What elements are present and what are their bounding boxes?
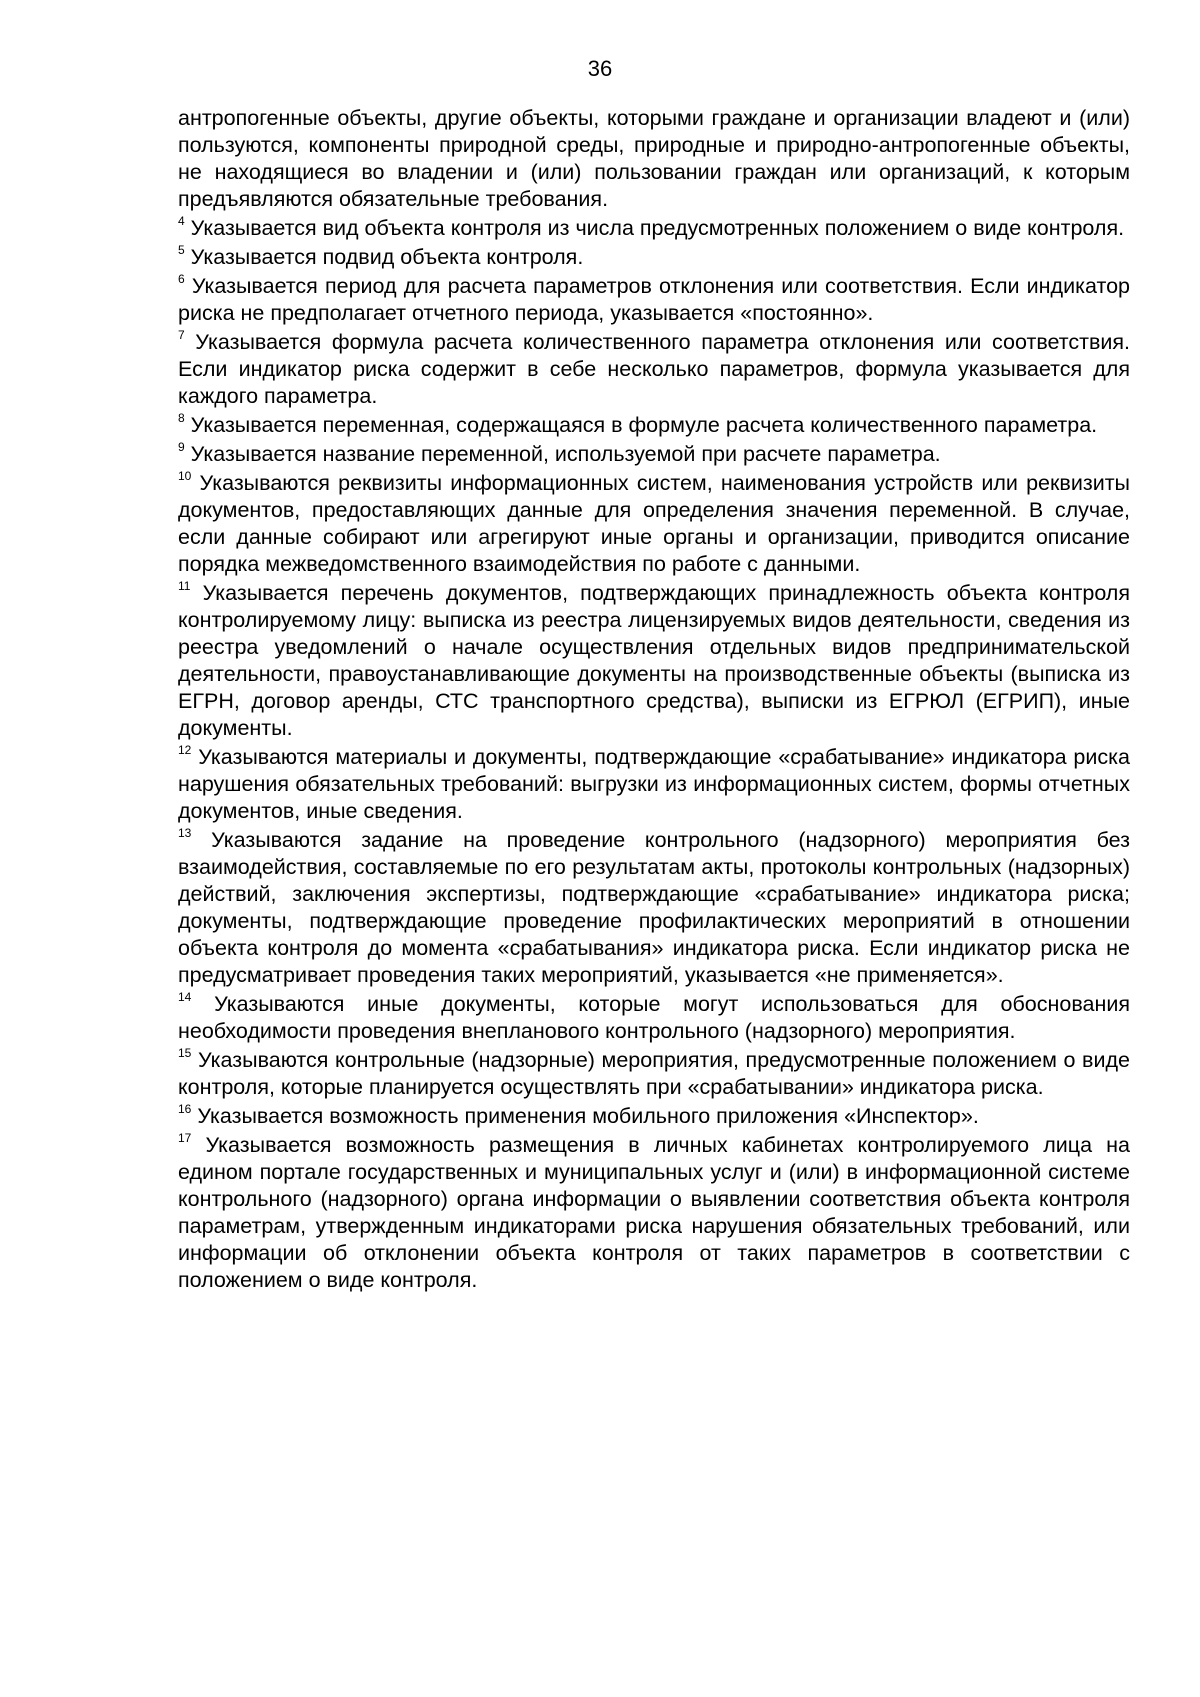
footnote-4 — [178, 215, 1130, 242]
footnote-text: Указывается подвид объекта контроля. — [184, 245, 584, 269]
footnote-7 — [178, 329, 1130, 410]
page-number: 36 — [587, 56, 613, 81]
footnote-text: Указываются иные документы, которые могут использоваться для обоснования необходимости проведения внепланового контрольного (надзорного) мероприятия. — [178, 992, 1130, 1043]
footnote-marker: 5 — [178, 242, 185, 257]
footnote-marker: 10 — [178, 468, 192, 483]
footnote-marker: 7 — [178, 327, 185, 342]
footnote-marker: 16 — [178, 1101, 192, 1116]
footnote-6 — [178, 273, 1130, 327]
footnote-text: Указываются материалы и документы, подтверждающие «срабатывание» индикатора риска нарушения обязательных требований: выгрузки из информационных систем, формы отчетных документов, иные сведения. — [178, 745, 1130, 823]
footnote-text: Указывается название переменной, используемой при расчете параметра. — [184, 442, 941, 466]
footnote-marker: 9 — [178, 439, 185, 454]
footnote-marker: 6 — [178, 271, 185, 286]
footnote-16 — [178, 1103, 1130, 1130]
footnote-5 — [178, 244, 1130, 271]
footnote-marker: 14 — [178, 989, 192, 1004]
footnote-15 — [178, 1047, 1130, 1101]
footnote-text: Указывается формула расчета количественного параметра отклонения или соответствия. Если индикатор риска содержит в себе несколько параметров, формула указывается для каждого параметра. — [178, 330, 1130, 408]
footnote-marker: 4 — [178, 213, 185, 228]
footnote-text: Указываются контрольные (надзорные) мероприятия, предусмотренные положением о виде контроля, которые планируется осуществлять при «срабатывании» индикатора риска. — [178, 1048, 1130, 1099]
footnote-text: Указывается перечень документов, подтверждающих принадлежность объекта контроля контролируемому лицу: выписка из реестра лицензируемых видов деятельности, сведения из реестра уведомлений о начале осуществления отдельных видов предпринимательской деятельности, правоустанавливающие документы на производственные объекты (выписка из ЕГРН, договор аренды, СТС транспортного средства), выписки из ЕГРЮЛ (ЕГРИП), иные документы. — [178, 581, 1130, 740]
footnote-11 — [178, 580, 1130, 742]
footnote-text: антропогенные объекты, другие объекты, которыми граждане и организации владеют и (или) пользуются, компоненты природной среды, природные и природно-антропогенные объекты, не находящиеся во владении и (или) пользовании граждан или организаций, к которым предъявляются обязательные требования. — [178, 106, 1130, 211]
footnote-continuation — [178, 105, 1130, 213]
footnote-text: Указывается переменная, содержащаяся в формуле расчета количественного параметра. — [184, 413, 1098, 437]
footnote-text: Указывается период для расчета параметров отклонения или соответствия. Если индикатор риска не предполагает отчетного периода, указывается «постоянно». — [178, 274, 1130, 325]
footnote-marker: 12 — [178, 742, 192, 757]
footnote-marker: 13 — [178, 825, 192, 840]
footnote-marker: 15 — [178, 1045, 192, 1060]
footnote-text: Указывается возможность размещения в личных кабинетах контролируемого лица на едином портале государственных и муниципальных услуг и (или) в информационной системе контрольного (надзорного) органа информации о выявлении соответствия объекта контроля параметрам, утвержденным индикаторами риска нарушения обязательных требований, или информации об отклонении объекта контроля от таких параметров в соответствии с положением о виде контроля. — [178, 1133, 1130, 1292]
footnote-text: Указываются задание на проведение контрольного (надзорного) мероприятия без взаимодействия, составляемые по его результатам акты, протоколы контрольных (надзорных) действий, заключения экспертизы, подтверждающие «срабатывание» индикатора риска; документы, подтверждающие проведение профилактических мероприятий в отношении объекта контроля до момента «срабатывания» индикатора риска. Если индикатор риска не предусматривает проведения таких мероприятий, указывается «не применяется». — [178, 828, 1130, 987]
footnote-13 — [178, 827, 1130, 989]
footnote-9 — [178, 441, 1130, 468]
footnote-marker: 11 — [178, 578, 191, 593]
footnote-text: Указывается возможность применения мобильного приложения «Инспектор». — [191, 1104, 979, 1128]
footnote-marker: 17 — [178, 1130, 192, 1145]
footnote-12 — [178, 744, 1130, 825]
footnote-8 — [178, 412, 1130, 439]
footnote-10 — [178, 470, 1130, 578]
footnote-text: Указываются реквизиты информационных систем, наименования устройств или реквизиты документов, предоставляющих данные для определения значения переменной. В случае, если данные собирают или агрегируют иные органы и организации, приводится описание порядка межведомственного взаимодействия по работе с данными. — [178, 471, 1130, 576]
footnote-text: Указывается вид объекта контроля из числа предусмотренных положением о виде контроля. — [184, 216, 1125, 240]
footnote-marker: 8 — [178, 410, 185, 425]
footnote-14 — [178, 991, 1130, 1045]
footnotes-section — [178, 105, 1130, 1296]
footnote-17 — [178, 1132, 1130, 1294]
